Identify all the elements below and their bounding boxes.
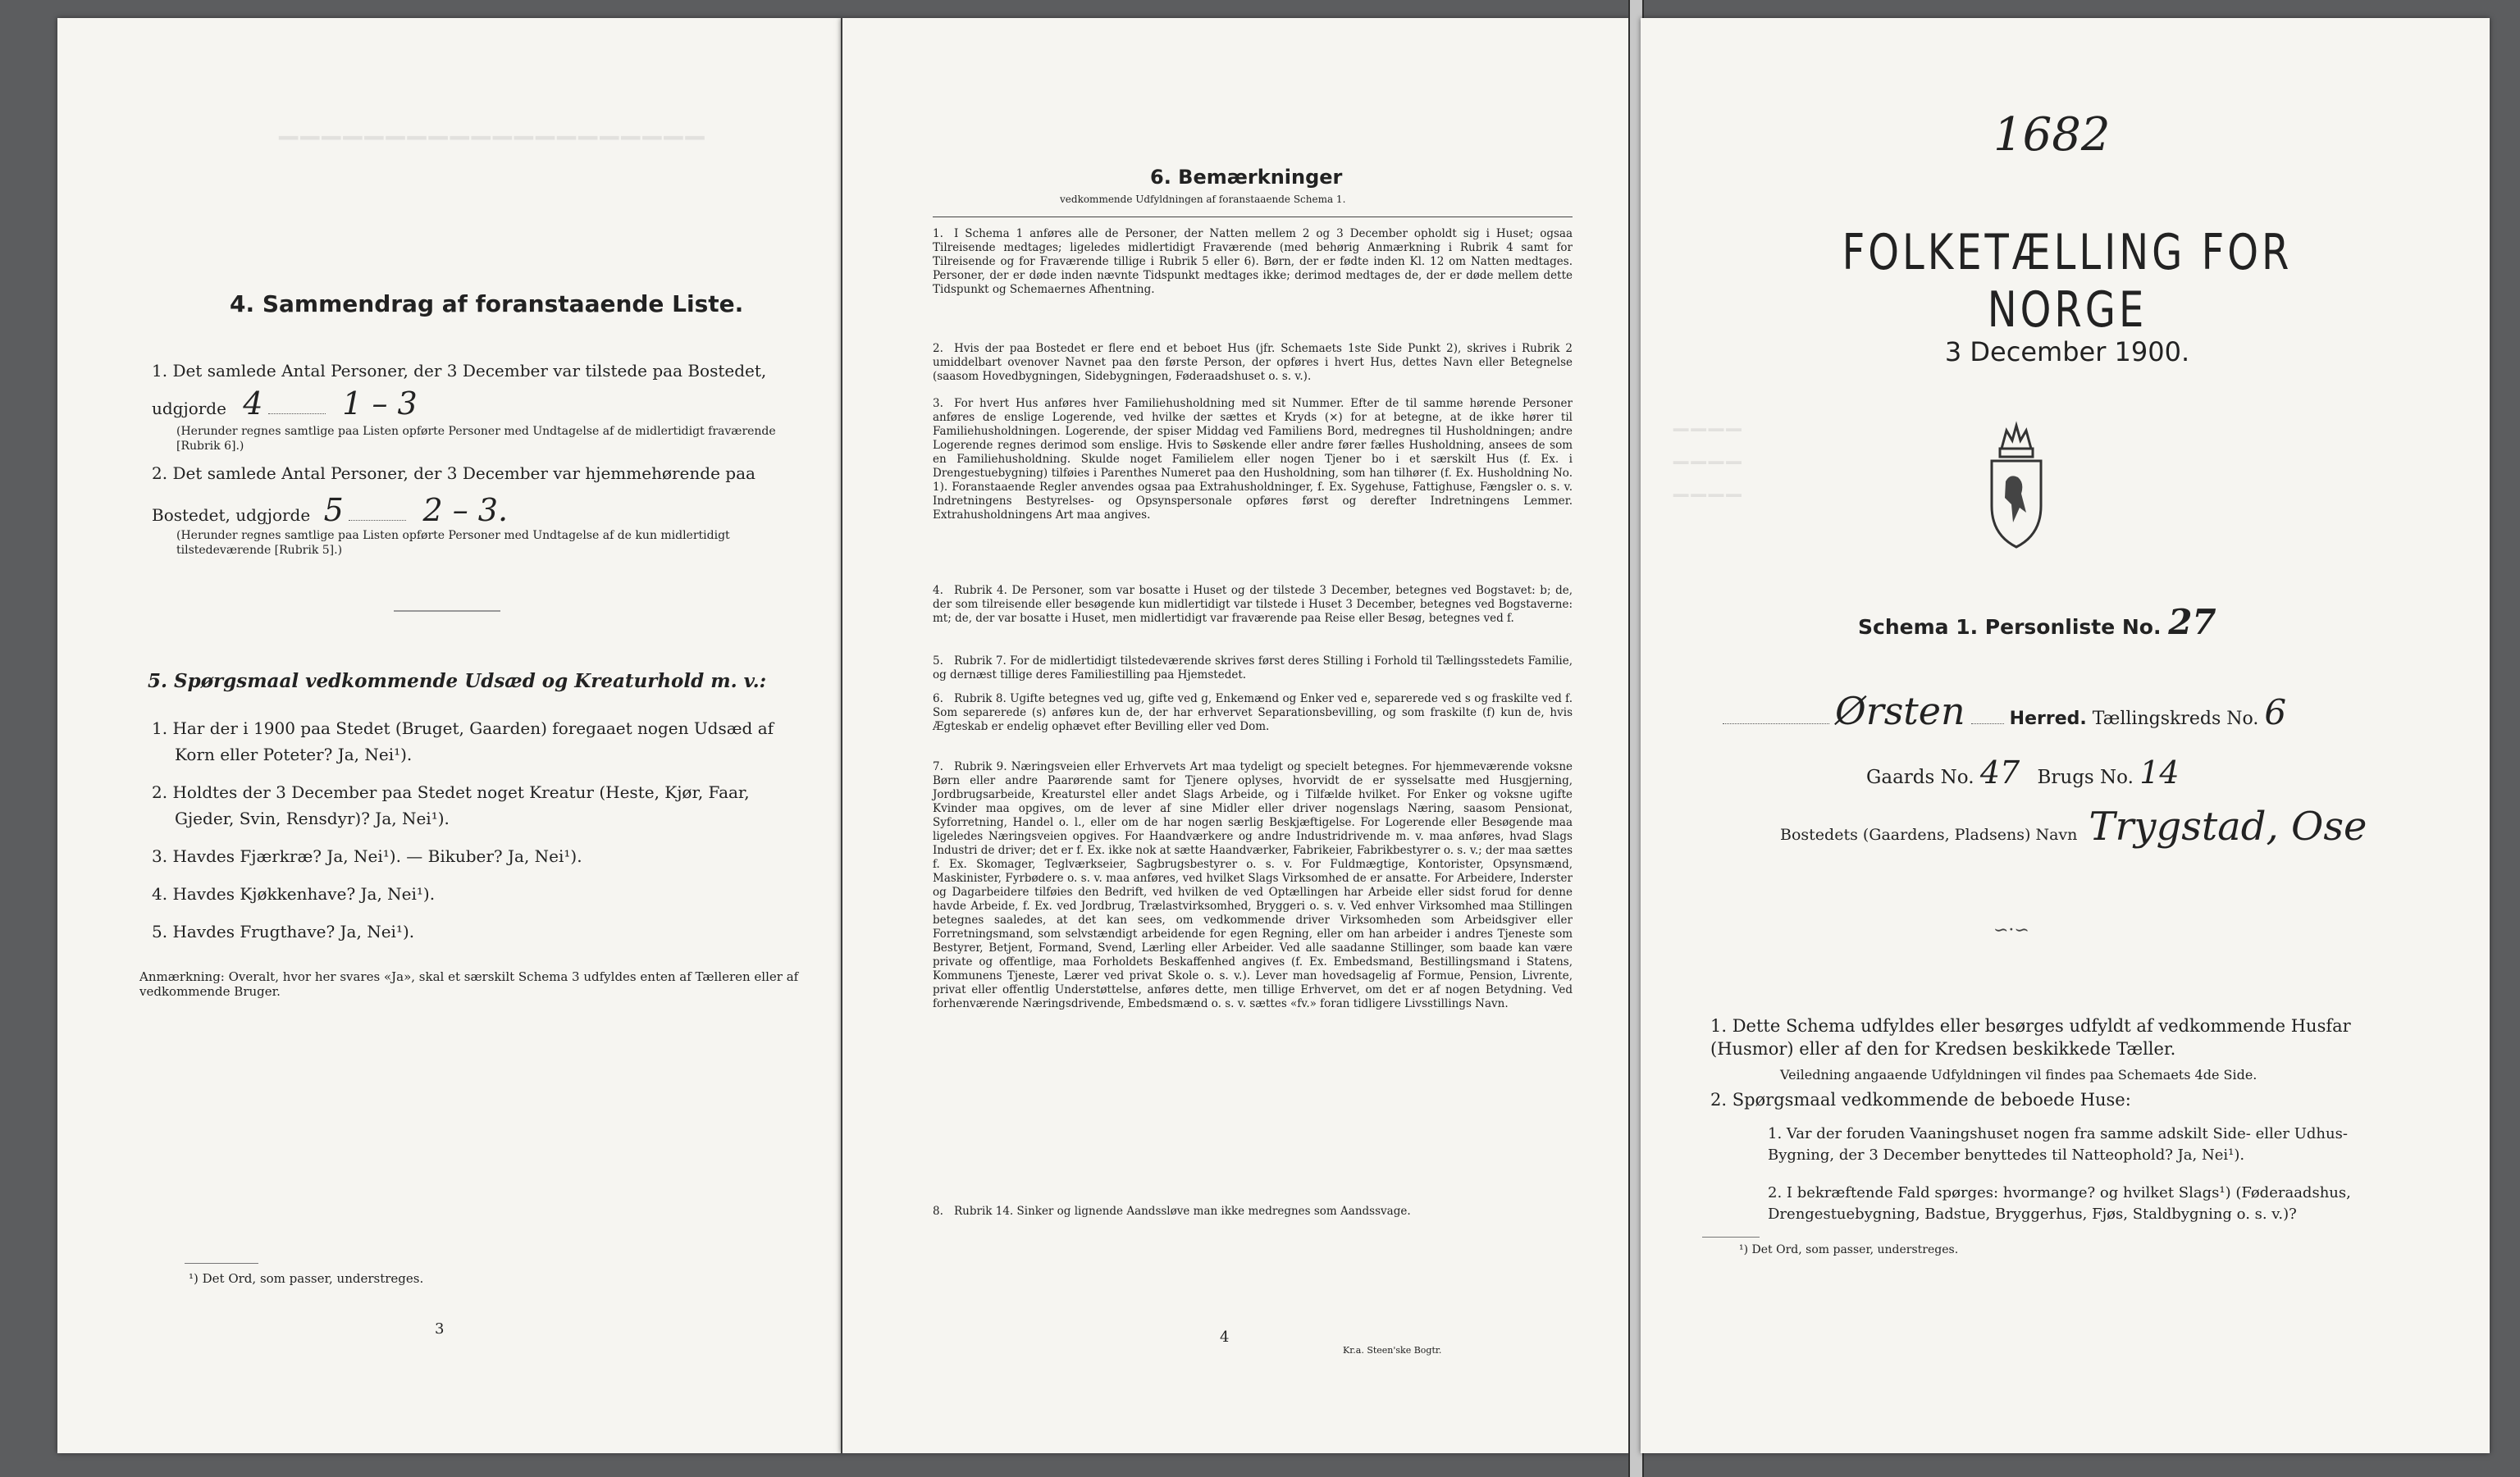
- instruction-2-q2: 2. I bekræftende Fald spørges: hvormange? og hvilket Slags¹) (Føderaadshus, Drengestuebygning, Badstue, Bryggerhus, Fjøs, Staldbygning o. s. v.)?: [1768, 1184, 2351, 1223]
- printer-mark: Kr.a. Steen'ske Bogtr.: [1343, 1345, 1442, 1356]
- gaards-line: [1866, 754, 2180, 791]
- schema-number: 27: [2168, 602, 2216, 642]
- remark-item: 3. For hvert Hus anføres hver Familiehusholdning med sit Nummer. Efter de til samme hørende Personer anføres de enslige Logerende, ved hvilke der sættes et Kryds (×) for at betegne, at de ikke hører til Familiehusholdningen. Logerende, der spiser Middag ved Familiens Bord, medregnes til Husholdningen; andre Logerende regnes derimod som enslige. Hvis to Søskende eller andre fører fælles Husholdning, ansees de som en Familiehusholdning. Skulde noget Familielem eller nogen Tjener bo i et særskilt Hus (f. Ex. i Drengestuebygning) tilføies i Parenthes Numeret paa den Husholdning, som han tilhører (f. Ex. Husholdning No. 1). Foranstaaende Regler anvendes ogsaa paa Extrahusholdninger, f. Ex. Sygehuse, Fattighuse, Fængsler o. s. v. Indretningens Bestyrelses- og Opsynspersonale opføres først og derefter Indretningens Lemmer. Extrahusholdningens Art maa angives.: [933, 397, 1573, 522]
- schema-line: [1858, 602, 2216, 642]
- question-2: 2. Holdtes der 3 December paa Stedet noget Kreatur (Heste, Kjør, Faar,: [152, 782, 750, 802]
- remark-item: 6. Rubrik 8. Ugifte betegnes ved ug, gifte ved g, Enkemænd og Enker ved e, separerede ved s og fraskilte ved f. Som separerede (s) anføres kun de, der har erhvervet Separationsbevilling, og som fraskilte (f) kun de, hvis Ægteskab er endelig ophævet efter Bevilling eller ved Dom.: [933, 692, 1573, 733]
- kreds-label: Tællingskreds No.: [2092, 709, 2259, 729]
- bleed-through-text: ▔▔▔▔▔▔▔▔▔▔▔▔▔▔▔▔▔▔▔▔: [279, 137, 707, 166]
- question-3: 3. Havdes Fjærkræ? Ja, Nei¹). — Bikuber? Ja, Nei¹).: [152, 846, 582, 866]
- question-1b: Korn eller Poteter? Ja, Nei¹).: [175, 745, 413, 764]
- herred-label: Herred.: [2009, 709, 2087, 729]
- item2-range: 2 – 3.: [422, 492, 509, 528]
- item2-bostedet-label: Bostedet, udgjorde: [152, 505, 311, 525]
- gaards-label: Gaards No.: [1866, 767, 1974, 788]
- brugs-number: 14: [2139, 754, 2180, 791]
- instruction-2-q1: 1. Var der foruden Vaaningshuset nogen fra samme adskilt Side- eller Udhus-Bygning, der 3 December benyttedes til Natteophold? Ja, Nei¹).: [1768, 1125, 2348, 1164]
- remark-item: 7. Rubrik 9. Næringsveien eller Erhvervets Art maa tydeligt og specielt betegnes. For hjemmeværende voksne Børn eller andre Paarørende samt for Tjenere oplyses, hvorvidt de er sysselsatte med Husgjerning, Jordbrugsarbeide, Kreaturstel eller andet Slags Arbeide, og i Tilfælde hvilket. For Enker og voksne ugifte Kvinder maa opgives, om de lever af sine Midler eller driver nogenslags Næring, saasom Pensionat, Syforretning, Handel o. l., eller om de har nogen særlig Beskjæftigelse. For Logerende eller Besøgende maa ligeledes Næringsveien opgives. For Haandværkere og andre Industridrivende m. v. maa anføres, hvad Slags Industri de driver; det er f. Ex. ikke nok at sætte Haandværker, Fabrikeier, Fabrikbestyrer o. s. v.; der maa sættes f. Ex. Skomager, Teglværkseier, Sagbrugsbestyrer o. s. v. For Fuldmægtige, Kontorister, Opsynsmænd, Maskinister, Fyrbødere o. s. v. maa anføres, ved hvilket Slags Virksomhed de er ansatte. For Arbeidere, Inderster og Dagarbeidere tilføies den Bedrift, ved hvilken de ved Optællingen har Arbeide eller sidst forud for denne havde Arbeide, f. Ex. ved Jordbrug, Trælastvirksomhed, Bryggeri o. s. v. Ved enhver Virksomhed maa Stillingen betegnes saaledes, at det kan sees, om vedkommende driver Virksomheden som Arbeidsgiver eller Forretningsmand, som selvstændigt arbeidende for egen Regning, eller om han arbeider i andres Tjeneste som Bestyrer, Betjent, Formand, Svend, Lærling eller Arbeider. Ved alle saadanne Stillinger, som baade kan være private og offentlige, maa Forholdets Beskaffenhed angives (f. Ex. Embedsmand, Bestillingsmand i Statens, Kommunens Tjeneste, Lærer ved privat Skole o. s. v.). Lever man hovedsagelig af Formue, Pension, Livrente, privat eller offentlig Understøttelse, anføres dette, men tillige Erhvervet, om det er af nogen Betydning. Ved forhenværende Næringsdrivende, Embedsmænd o. s. v. sættes «fv.» foran tidligere Livsstillings Navn.: [933, 760, 1573, 1010]
- item1-range: 1 – 3: [342, 385, 418, 422]
- kreds-number: 6: [2264, 692, 2287, 732]
- gaards-number: 47: [1979, 754, 2020, 791]
- herred-name: Ørsten: [1835, 689, 1965, 733]
- question-4: 4. Havdes Kjøkkenhave? Ja, Nei¹).: [152, 884, 436, 904]
- footnote-rule: [1702, 1237, 1760, 1238]
- question-1: 1. Har der i 1900 paa Stedet (Bruget, Gaarden) foregaaet nogen Udsæd af: [152, 718, 774, 738]
- page-number: 4: [1220, 1329, 1230, 1346]
- ornament-icon: ∽·∽: [1993, 920, 2029, 941]
- bosted-line: [1780, 804, 2367, 850]
- instruction-2: 2. Spørgsmaal vedkommende de beboede Huse:: [1710, 1090, 2131, 1110]
- question-2b: Gjeder, Svin, Rensdyr)? Ja, Nei¹).: [175, 809, 450, 828]
- coat-of-arms-icon: [1985, 416, 2048, 551]
- remark-item: 8. Rubrik 14. Sinker og lignende Aandssløve man ikke medregnes som Aandssvage.: [933, 1205, 1411, 1218]
- item2-note: (Herunder regnes samtlige paa Listen opførte Personer med Undtagelse af de kun midlertidigt tilstedeværende [Rubrik 5].): [176, 529, 730, 557]
- item1-udgjorde-label: udgjorde: [152, 399, 226, 418]
- remarks-title: 6. Bemærkninger: [1150, 166, 1343, 189]
- remark-item: 5. Rubrik 7. For de midlertidigt tilstedeværende skrives først deres Stilling i Forhold til Tællingsstedets Familie, og dernæst tillige deres Familiestilling paa Hjemstedet.: [933, 654, 1573, 682]
- remarks-subtitle: vedkommende Udfyldningen af foranstaaende Schema 1.: [1060, 194, 1346, 205]
- archive-number: 1682: [1993, 108, 2111, 162]
- footnote: ¹) Det Ord, som passer, understreges.: [189, 1271, 424, 1286]
- herred-line: [1723, 689, 2286, 733]
- item1-note: (Herunder regnes samtlige paa Listen opførte Personer med Undtagelse af de midlertidigt fraværende [Rubrik 6].): [176, 425, 776, 453]
- remark-item: 1. I Schema 1 anføres alle de Personer, der Natten mellem 2 og 3 December opholdt sig i Huset; ogsaa Tilreisende medtages; ligeledes midlertidigt Fraværende (med behørig Anmærkning i Rubrik 4 samt for Tilreisende og for Fraværende tillige i Rubrik 5 eller 6). Børn, der er fødte inden Kl. 12 om Natten medtages. Personer, der er døde inden nævnte Tidspunkt medtages ikke; derimod medtages de, der er døde mellem dette Tidspunkt og Schemaernes Afhentning.: [933, 227, 1573, 296]
- item1-answer-line: [152, 385, 808, 422]
- section5-title: 5. Spørgsmaal vedkommende Udsæd og Kreaturhold m. v.:: [148, 670, 767, 692]
- footnote: ¹) Det Ord, som passer, understreges.: [1739, 1243, 1959, 1256]
- divider: [394, 610, 500, 612]
- question-5: 5. Havdes Frugthave? Ja, Nei¹).: [152, 922, 415, 941]
- item1-text: 1. Det samlede Antal Personer, der 3 December var tilstede paa Bostedet,: [152, 361, 767, 381]
- page-number: 3: [435, 1320, 445, 1338]
- form-title: FOLKETÆLLING FOR NORGE: [1842, 224, 2293, 339]
- item2-text: 2. Det samlede Antal Personer, der 3 December var hjemmehørende paa: [152, 463, 756, 483]
- remark-item: 4. Rubrik 4. De Personer, som var bosatte i Huset og der tilstede 3 December, betegnes ved Bogstavet: b; de, der som tilreisende eller besøgende kun midlertidigt var tilstede i Huset 3 December, betegnes ved Bogstaverne: mt; de, der var bosatte i Huset, men midlertidigt var fraværende paa Reise eller Besøg, betegnes ved f.: [933, 584, 1573, 625]
- remark-item: 2. Hvis der paa Bostedet er flere end et beboet Hus (jfr. Schemaets 1ste Side Punkt 2), skrives i Rubrik 2 umiddelbart ovenover Navnet paa den første Person, der opføres i hvert Hus, dettes Navn eller Betegnelse (saasom Hovedbygningen, Sidebygningen, Føderaadshuset o. s. v.).: [933, 342, 1573, 383]
- page-middle: [841, 18, 1630, 1453]
- bosted-name: Trygstad, Ose: [2089, 804, 2367, 850]
- form-date: 3 December 1900.: [1944, 336, 2190, 367]
- page-left: [57, 18, 841, 1453]
- section4-title: 4. Sammendrag af foranstaaende Liste.: [230, 290, 744, 317]
- page-right: [1641, 18, 2490, 1453]
- bosted-label: Bostedets (Gaardens, Pladsens) Navn: [1780, 826, 2078, 844]
- footnote-rule: [185, 1263, 258, 1264]
- remark: Anmærkning: Overalt, hvor her svares «Ja», skal et særskilt Schema 3 udfyldes enten af Tælleren eller af vedkommende Bruger.: [139, 969, 799, 999]
- schema-label: Schema 1. Personliste No.: [1858, 615, 2162, 639]
- item2-answer-line: [152, 492, 808, 528]
- item2-value: 5: [323, 492, 344, 528]
- brugs-label: Brugs No.: [2037, 767, 2134, 788]
- instruction-1: 1. Dette Schema udfyldes eller besørges udfyldt af vedkommende Husfar (Husmor) eller af den for Kredsen beskikkede Tæller.: [1710, 1016, 2351, 1059]
- item1-value: 4: [243, 385, 263, 422]
- instruction-1-sub: Veiledning angaaende Udfyldningen vil findes paa Schemaets 4de Side.: [1780, 1067, 2258, 1083]
- bleed-through-text: ▁▁▁▁ ▁▁▁▁ ▁▁▁▁: [1673, 408, 1744, 497]
